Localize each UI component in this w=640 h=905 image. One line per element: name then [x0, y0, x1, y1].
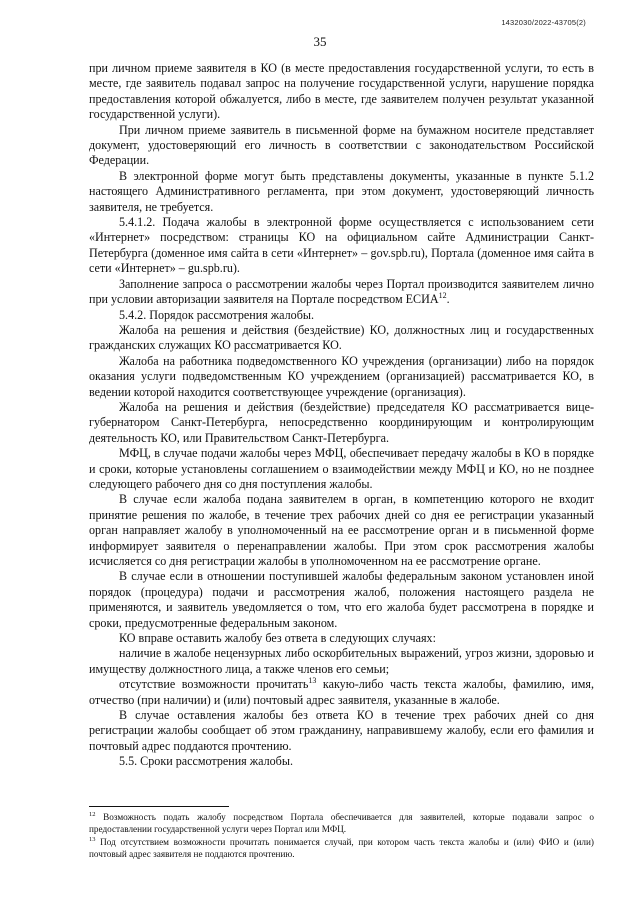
footnote-ref: 12: [438, 291, 447, 301]
paragraph: КО вправе оставить жалобу без ответа в следующих случаях:: [119, 631, 436, 646]
paragraph: В случае оставления жалобы без ответа КО в течение трех рабочих дней со дня регистрации жалобы сообщает об этом гражданину, направившему жалобу, если его фамилия и почтовый адрес поддаются прочтению.: [89, 708, 594, 753]
footnote-separator: [89, 806, 229, 807]
footnote-ref: 13: [308, 676, 317, 686]
paragraph-text: Заполнение запроса о рассмотрении жалобы через Портал производится заявителем лично при условии авторизации заявителя на Портале посредством ЕСИА: [89, 276, 594, 307]
page-body: [89, 61, 594, 770]
paragraph: МФЦ, в случае подачи жалобы через МФЦ, обеспечивает передачу жалобы в КО в порядке и сроки, которые установлены соглашением о взаимодействии между МФЦ и КО, но не позднее следующего рабочего дня со дня поступления жалобы.: [89, 446, 594, 491]
footnote: [89, 811, 594, 835]
paragraph: при личном приеме заявителя в КО (в месте предоставления государственной услуги, то есть в месте, где заявитель подавал запрос на получение государственной услуги, нарушение порядка предоставления которой обжалуется, либо в месте, где заявителем получен результат указанной государственной услуги).: [89, 61, 594, 122]
paragraph-text-tail: какую-либо часть текста жалобы, фамилию, имя, отчество (при наличии) и (или) почтовый адрес заявителя, указанные в жалобе.: [89, 677, 594, 707]
paragraph: наличие в жалобе нецензурных либо оскорбительных выражений, угроз жизни, здоровью и имуществу должностного лица, а также членов его семьи;: [89, 646, 594, 676]
paragraph: В случае если жалоба подана заявителем в орган, в компетенцию которого не входит принятие решения по жалобе, в течение трех рабочих дней со дня ее регистрации указанный орган направляет жалобу в уполномоченный на ее рассмотрение орган и в письменной форме информирует заявителя о перенаправлении жалобы. При этом срок рассмотрения жалобы исчисляется со дня регистрации жалобы в уполномоченном на ее рассмотрение органе.: [89, 492, 594, 568]
page-number: 35: [313, 34, 327, 49]
footnote-text: Под отсутствием возможности прочитать понимается случай, при котором часть текста жалобы и (или) ФИО и (или) почтовый адрес заявителя не поддаются прочтению.: [89, 837, 594, 859]
section-heading: 5.5. Сроки рассмотрения жалобы.: [119, 754, 293, 769]
paragraph-text: отсутствие возможности прочитать: [119, 677, 309, 692]
paragraph: Жалоба на решения и действия (бездействие) председателя КО рассматривается вице-губернатором Санкт-Петербурга, непосредственно координирующим и контролирующим деятельность КО, или Правительством Санкт-Петербурга.: [89, 399, 594, 445]
paragraph: В электронной форме могут быть представлены документы, указанные в пункте 5.1.2 настоящего Административного регламента, при этом документ, удостоверяющий личность заявителя, не требуется.: [89, 168, 594, 214]
footnote-number: 13: [89, 836, 96, 843]
footnote-number: 12: [89, 811, 96, 818]
paragraph: 5.4.1.2. Подача жалобы в электронной форме осуществляется с использованием сети «Интернет» посредством: страницы КО на официальном сайте Администрации Санкт-Петербурга (доменное имя сайта в сети «Интернет» – gov.spb.ru), Портала (доменное имя сайта в сети «Интернет» – gu.spb.ru).: [89, 215, 594, 276]
paragraph: Жалоба на решения и действия (бездействие) КО, должностных лиц и государственных гражданских служащих КО рассматривается КО.: [89, 322, 594, 353]
paragraph: Жалоба на работника подведомственного КО учреждения (организации) либо на порядок оказания услуги подведомственным КО учреждением (организацией) рассматривается КО, в ведении которой находится соответствующее учреждение (организация).: [89, 353, 594, 399]
paragraph: [89, 677, 594, 708]
footnote: [89, 836, 594, 860]
section-heading: 5.4.2. Порядок рассмотрения жалобы.: [119, 307, 315, 322]
document-id: 1432030/2022-43705(2): [501, 18, 586, 27]
paragraph: [89, 277, 594, 308]
paragraph-text-tail: .: [446, 292, 450, 307]
paragraph: При личном приеме заявитель в письменной форме на бумажном носителе представляет документ, удостоверяющий его личность в соответствии с законодательством Российской Федерации.: [89, 122, 594, 168]
paragraph: В случае если в отношении поступившей жалобы федеральным законом установлен иной порядок (процедура) подачи и рассмотрения жалоб, положения настоящего раздела не применяются, и заявитель уведомляется о том, что его жалоба будет рассмотрена в порядке и сроки, предусмотренные федеральным законом.: [89, 569, 594, 630]
footnote-text: Возможность подать жалобу посредством Портала обеспечивается для заявителей, которые подавали запрос о предоставлении государственной услуги через Портал или МФЦ.: [89, 812, 594, 834]
